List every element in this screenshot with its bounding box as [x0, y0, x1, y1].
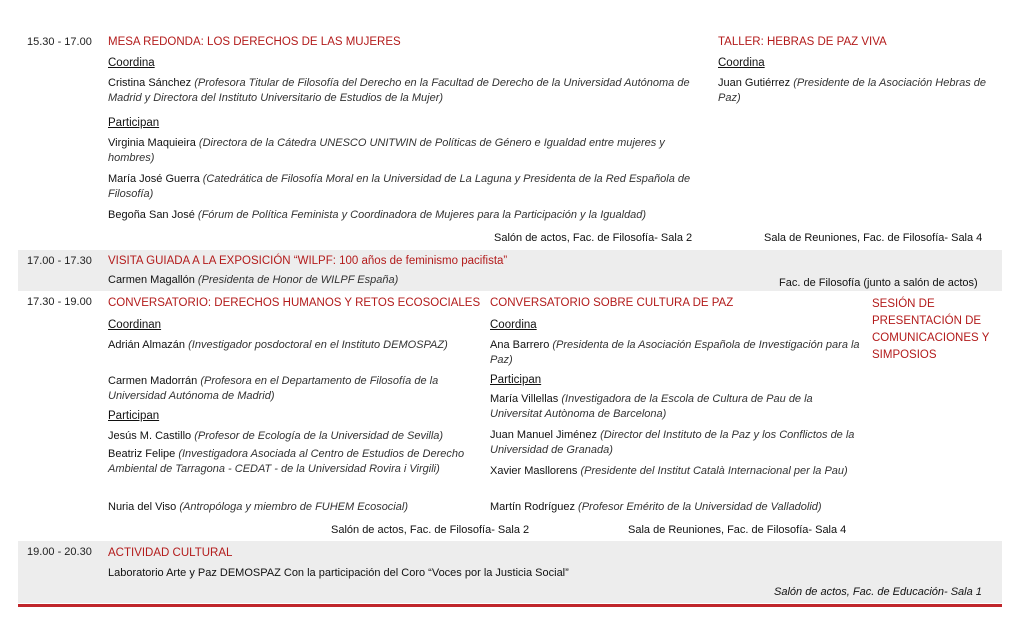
- venue-label: Salón de actos, Fac. de Educación- Sala 1: [774, 586, 982, 598]
- participant: [490, 464, 862, 479]
- role-label: Participan: [490, 374, 542, 386]
- participant: [108, 273, 708, 288]
- participant-desc: (Profesora en el Departamento de Filosofía de la Universidad Autónoma de Madrid): [108, 375, 439, 402]
- venue-label: Salón de actos, Fac. de Filosofía- Sala 2: [331, 524, 530, 536]
- participant: [718, 76, 1000, 106]
- participant-name: Nuria del Viso: [108, 501, 177, 513]
- participant-name: Cristina Sánchez: [108, 77, 192, 89]
- participant-desc: (Presidenta de la Asociación Española de Investigación para la Paz): [490, 339, 860, 366]
- participant: [108, 76, 708, 106]
- session-title: CONVERSATORIO: DERECHOS HUMANOS Y RETOS ECOSOCIALES: [108, 297, 481, 309]
- time-label: 15.30 - 17.00: [27, 36, 92, 48]
- participant-desc: (Presidenta de Honor de WILPF España): [197, 274, 399, 286]
- venue-label: Sala de Reuniones, Fac. de Filosofía- Sala 4: [764, 232, 983, 244]
- session-title: VISITA GUIADA A LA EXPOSICIÓN “WILPF: 100 años de feminismo pacifista”: [108, 255, 508, 267]
- participant-name: Carmen Madorrán: [108, 375, 198, 387]
- participant-desc: (Antropóloga y miembro de FUHEM Ecosocial): [179, 501, 408, 513]
- participant: [490, 392, 862, 422]
- venue-label: Salón de actos, Fac. de Filosofía- Sala 2: [494, 232, 693, 244]
- role-label: Coordina: [108, 57, 155, 69]
- participant-name: Ana Barrero: [490, 339, 550, 351]
- venue-label: Fac. de Filosofía (junto a salón de actos): [779, 277, 978, 289]
- participant-name: Begoña San José: [108, 209, 195, 221]
- role-label: Coordina: [490, 319, 537, 331]
- participant: [108, 338, 476, 353]
- participant: [108, 447, 476, 477]
- participant-name: María José Guerra: [108, 173, 200, 185]
- participant: [108, 136, 708, 166]
- participant-desc: (Director del Instituto de la Paz y los Conflictos de la Universidad de Granada): [490, 429, 855, 456]
- session-title: MESA REDONDA: LOS DERECHOS DE LAS MUJERES: [108, 36, 401, 48]
- participant: [108, 500, 476, 515]
- role-label: Participan: [108, 117, 160, 129]
- participant-desc: Con la participación del Coro “Voces por la Justicia Social”: [283, 567, 569, 579]
- participant-name: Martín Rodríguez: [490, 501, 575, 513]
- time-label: 17.00 - 17.30: [27, 255, 92, 267]
- participant-desc: (Directora de la Cátedra UNESCO UNITWIN de Políticas de Género e Igualdad entre mujeres y hombres): [108, 137, 665, 164]
- time-label: 17.30 - 19.00: [27, 296, 92, 308]
- participant-desc: (Catedrática de Filosofía Moral en la Universidad de La Laguna y Presidenta de la Red Española de Filosofía): [108, 173, 691, 200]
- time-label: 19.00 - 20.30: [27, 546, 92, 558]
- participant-name: Virginia Maquieira: [108, 137, 196, 149]
- participant-name: Juan Gutiérrez: [718, 77, 791, 89]
- participant-desc: (Presidente del Institut Català Internacional per la Pau): [580, 465, 848, 477]
- participant-name: Adrián Almazán: [108, 339, 186, 351]
- participant-desc: (Investigadora Asociada al Centro de Estudios de Derecho Ambiental de Tarragona - CEDAT - de la Universidad Rovira i Virgili): [108, 448, 465, 475]
- venue-label: Sala de Reuniones, Fac. de Filosofía- Sala 4: [628, 524, 847, 536]
- participant-desc: (Investigador posdoctoral en el Instituto DEMOSPAZ): [188, 339, 448, 351]
- participant-name: Jesús M. Castillo: [108, 430, 192, 442]
- row-divider: [18, 291, 1002, 292]
- participant-desc: (Profesor Emérito de la Universidad de Valladolid): [578, 501, 822, 513]
- participant-name: Juan Manuel Jiménez: [490, 429, 598, 441]
- participant-name: Xavier Masllorens: [490, 465, 578, 477]
- participant-name: Carmen Magallón: [108, 274, 195, 286]
- session-title: TALLER: HEBRAS DE PAZ VIVA: [718, 36, 887, 48]
- session-title: ACTIVIDAD CULTURAL: [108, 547, 233, 559]
- role-label: Coordina: [718, 57, 765, 69]
- participant: [108, 172, 708, 202]
- participant-name: Laboratorio Arte y Paz DEMOSPAZ: [108, 567, 281, 579]
- session-title: SESIÓN DE PRESENTACIÓN DE COMUNICACIONES Y SIMPOSIOS: [872, 298, 990, 361]
- participant-desc: (Fórum de Política Feminista y Coordinadora de Mujeres para la Participación y la Igualdad): [197, 209, 647, 221]
- participant: [108, 208, 708, 223]
- participant: [108, 374, 476, 404]
- participant: [490, 500, 862, 515]
- participant: [108, 566, 808, 581]
- bottom-rule: [18, 604, 1002, 607]
- participant-name: Beatriz Felipe: [108, 448, 176, 460]
- participant-desc: (Profesora Titular de Filosofía del Derecho en la Facultad de Derecho de la Universidad Autónoma de Madrid y Directora del Instituto Universitario de Estudios de la Mujer): [108, 77, 690, 104]
- participant: [490, 338, 862, 368]
- participant-desc: (Profesor de Ecología de la Universidad de Sevilla): [194, 430, 444, 442]
- role-label: Participan: [108, 410, 160, 422]
- participant: [108, 429, 476, 444]
- participant-desc: (Investigadora de la Escola de Cultura de Pau de la Universitat Autònoma de Barcelona): [490, 393, 813, 420]
- participant: [490, 428, 862, 458]
- participant-name: María Villellas: [490, 393, 559, 405]
- role-label: Coordinan: [108, 319, 162, 331]
- participant-desc: (Presidente de la Asociación Hebras de Paz): [718, 77, 987, 104]
- session-title: CONVERSATORIO SOBRE CULTURA DE PAZ: [490, 297, 734, 309]
